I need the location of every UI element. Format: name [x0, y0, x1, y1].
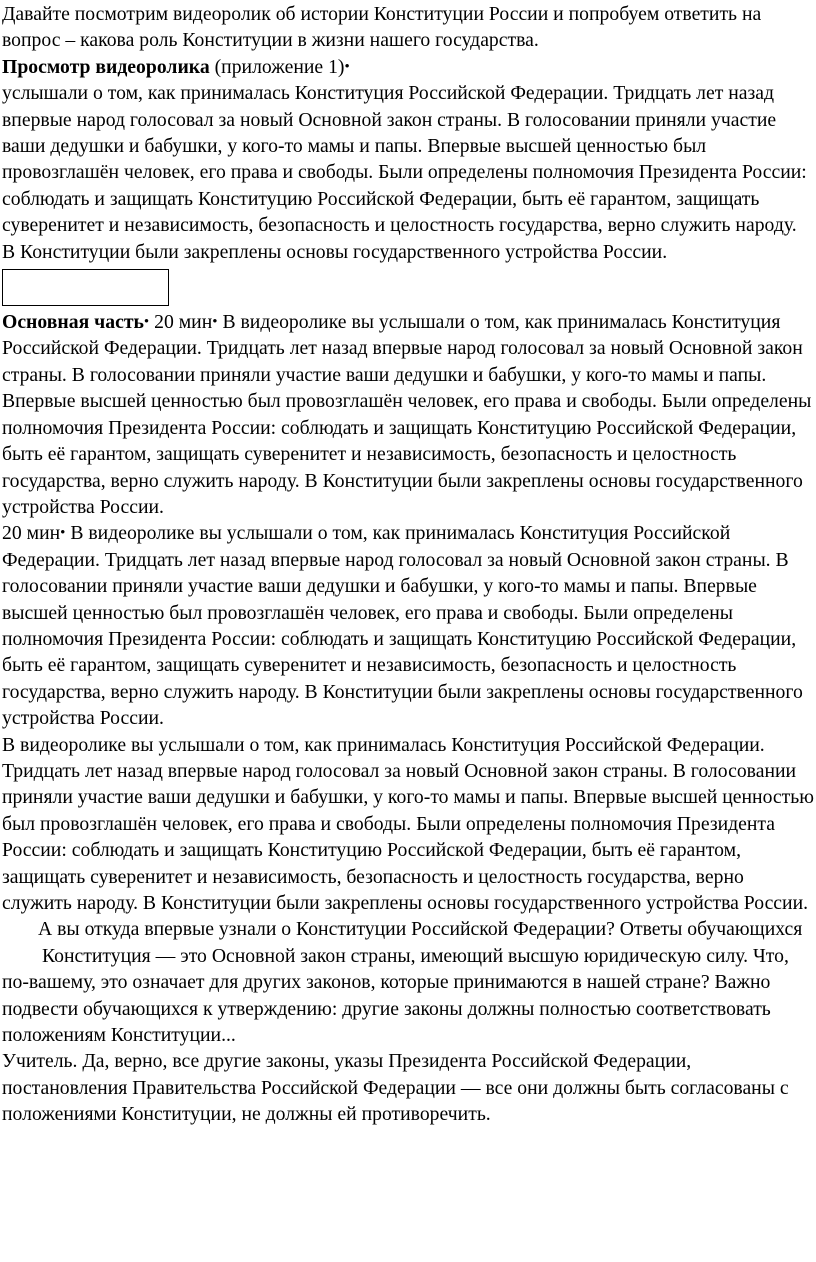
- video-text-paragraph: услышали о том, как принималась Конституция Российской Федерации. Тридцать лет назад впервые народ голосовал за новый Основной закон страны. В голосовании приняли участие ваши дедушки и бабушки, у кого-то мамы и папы. Впервые высшей ценностью был провозглашён человек, его права и свободы. Были определены полномочия Президента России: соблюдать и защищать Конституцию Российской Федерации, быть её гарантом, защищать суверенитет и независимость, безопасность и целостность государства, верно служить народу. В Конституции были закреплены основы государственного устройства России.: [2, 82, 807, 263]
- document-page: [2, 1, 814, 1128]
- bullet-icon: •: [143, 314, 150, 331]
- main-part-paragraph: [2, 309, 814, 520]
- teacher-paragraph: Учитель. Да, верно, все другие законы, указы Президента Российской Федерации, постановления Правительства Российской Федерации — все они должны быть согласованы с положениями Конституции, не должны ей противоречить.: [2, 1050, 789, 1126]
- main-part-time: 20 мин: [149, 311, 213, 334]
- empty-frame-box: [2, 269, 169, 306]
- block2-time: 20 мин: [2, 522, 61, 545]
- bullet-icon: •: [344, 58, 350, 75]
- video-heading-bold: Просмотр видеоролика: [2, 55, 210, 78]
- constitution-paragraph: Конституция — это Основной закон страны, имеющий высшую юридическую силу. Что, по-вашему, это означает для других законов, которые принимаются в нашей стране? Важно подвести обучающихся к утверждению: другие законы должны полностью соответствовать положениям Конституции...: [2, 944, 789, 1047]
- main-part-heading: Основная часть: [2, 311, 144, 334]
- main-part-text: В видеоролике вы услышали о том, как принималась Конституция Российской Федерации. Тридцать лет назад впервые народ голосовал за новый Основной закон страны. В голосовании приняли участие ваши дедушки и бабушки, у кого-то мамы и папы. Впервые высшей ценностью был провозглашён человек, его права и свободы. Были определены полномочия Президента России: соблюдать и защищать Конституцию Российской Федерации, быть её гарантом, защищать суверенитет и независимость, безопасность и целостность государства, верно служить народу. В Конституции были закреплены основы государственного устройства России.: [2, 311, 812, 518]
- bullet-icon: •: [60, 525, 66, 542]
- block3-paragraph: В видеоролике вы услышали о том, как принималась Конституция Российской Федерации. Тридцать лет назад впервые народ голосовал за новый Основной закон страны. В голосовании приняли участие ваши дедушки и бабушки, у кого-то мамы и папы. Впервые высшей ценностью был провозглашён человек, его права и свободы. Были определены полномочия Президента России: соблюдать и защищать Конституцию Российской Федерации, быть её гарантом, защищать суверенитет и независимость, безопасность и целостность государства, верно служить народу. В Конституции были закреплены основы государственного устройства России.: [2, 733, 814, 914]
- block2-text: В видеоролике вы услышали о том, как принималась Конституция Российской Федерации. Тридцать лет назад впервые народ голосовал за новый Основной закон страны. В голосовании приняли участие ваши дедушки и бабушки, у кого-то мамы и папы. Впервые высшей ценностью был провозглашён человек, его права и свободы. Были определены полномочия Президента России: соблюдать и защищать Конституцию Российской Федерации, быть её гарантом, защищать суверенитет и независимость, безопасность и целостность государства, верно служить народу. В Конституции были закреплены основы государственного устройства России.: [2, 522, 803, 730]
- bullet-icon: •: [212, 314, 218, 331]
- intro-paragraph: Давайте посмотрим видеоролик об истории Конституции России и попробуем ответить на вопрос – какова роль Конституции в жизни нашего государства.: [2, 3, 762, 52]
- video-heading-appendix: (приложение 1): [209, 55, 345, 78]
- question-paragraph: А вы откуда впервые узнали о Конституции Российской Федерации? Ответы обучающихся: [38, 918, 803, 941]
- video-heading: [2, 54, 814, 80]
- block2-paragraph: [2, 520, 814, 731]
